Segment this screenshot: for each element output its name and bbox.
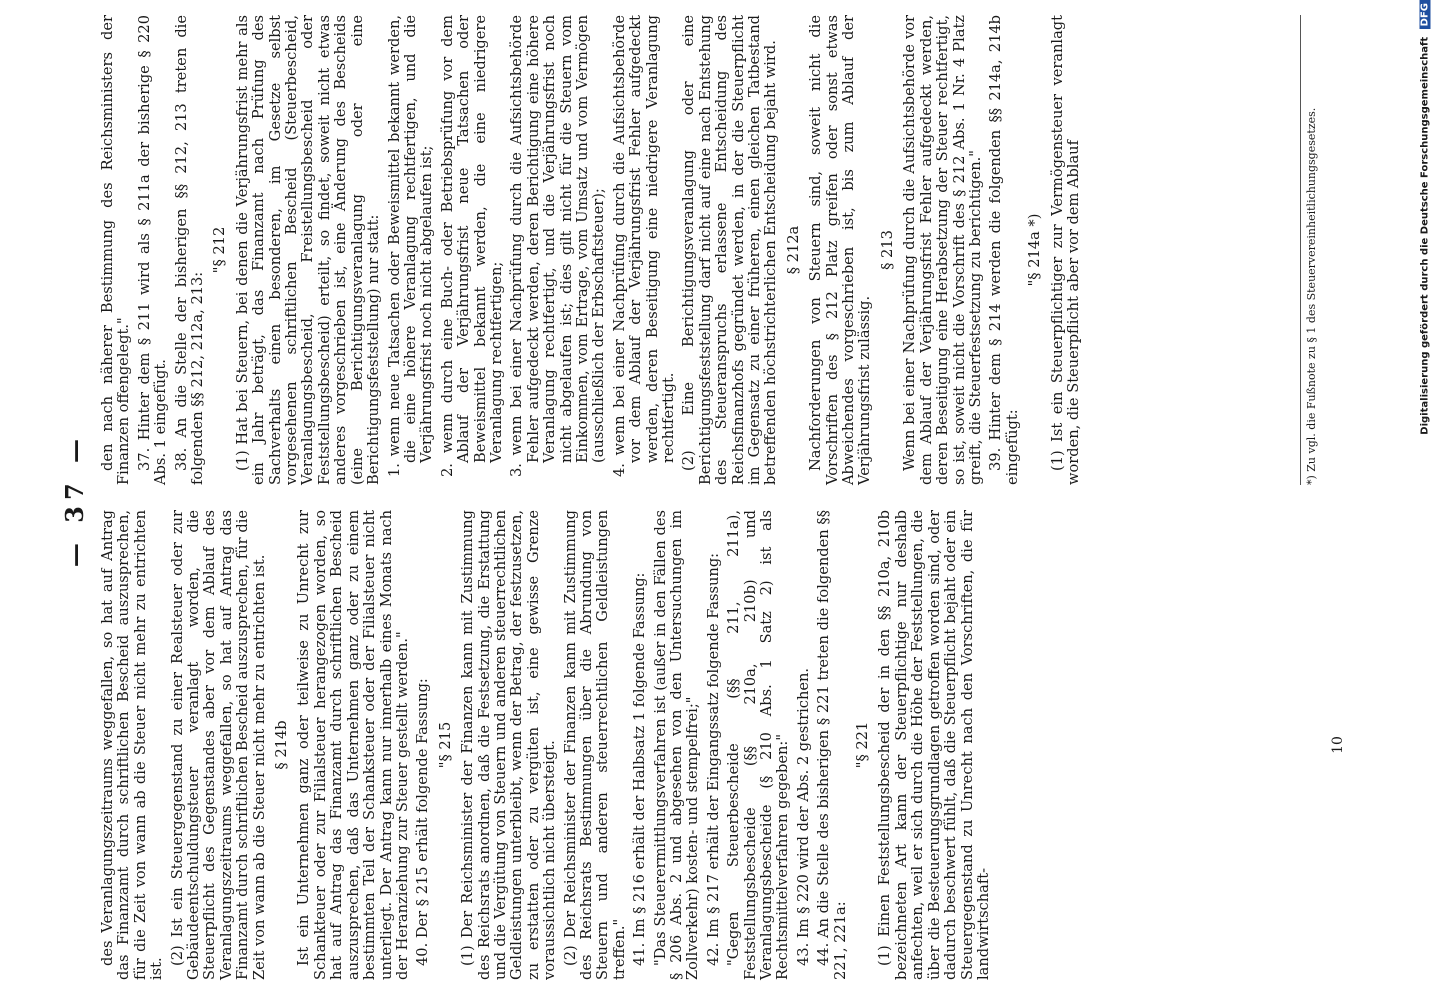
right-column-paragraph: (1) Einen Feststellungsbescheid der in den §§ 210a, 210b bezeichneten Art kann der Steuerpflichtige nur deshalb anfechten, weil er sich durch die Höhe der Feststellungen, die über die Besteuerungsgrundlagen getroffen worden sind, oder dadurch beschwert fühlt, daß die Steuerpflicht bejaht oder ein Steuergegenstand zu Unrecht nach den Vorschriften, die für landwirtschaft-	[876, 510, 992, 980]
right-column-paragraph: Ist ein Unternehmen ganz oder teilweise zu Unrecht zur Schankteuer oder zur Filialsteuer herangezogen worden, so hat auf Antrag das Finanzamt durch schriftlichen Bescheid auszusprechen, daß das Unternehmen ganz oder zu einem bestimmten Teil der Schanksteuer oder der Filialsteuer nicht unterliegt. Der Antrag kann nur innerhalb eines Monats nach der Heranziehung zur Steuer gestellt werden."	[295, 510, 411, 980]
left-column-paragraph: § 213	[878, 230, 896, 270]
right-column-paragraph: "§ 215	[436, 721, 454, 769]
digitization-credit	[1416, 0, 1434, 1000]
left-column-paragraph: 1. wenn neue Tatsachen oder Beweismittel bekannt werden, die eine höhere Veranlagung rechtfertigen, und die Verjährungsfrist noch nicht abgelaufen ist;	[385, 15, 436, 477]
footnote: *) Zu vgl. die Fußnote zu § 1 des Steuervereinheitlichungsgesetzes.	[1300, 15, 1318, 485]
right-column-paragraph: (2) Ist ein Steuergegenstand zu einer Realsteuer oder zur Gebäudeentschuldungsteuer veranlagt worden, die Steuerpflicht des Gegenstandes aber vor dem Ablauf des Veranlagungszeitraums weggefallen, so hat auf Antrag das Finanzamt durch schriftlichen Bescheid auszusprechen, für die Zeit von wann ab die Steuer nicht mehr zu entrichten ist.	[168, 510, 268, 980]
right-column-paragraph: § 214b	[273, 720, 291, 770]
right-column-paragraph: "§ 221	[854, 721, 872, 769]
left-column-paragraph: § 212a	[784, 225, 802, 275]
left-column-paragraph: den nach näherer Bestimmung des Reichsministers der Finanzen offengelegt."	[99, 15, 133, 485]
right-column-paragraph: 41. Im § 216 erhält der Halbsatz 1 folgende Fassung:	[631, 572, 649, 966]
left-column-paragraph: 38. An die Stelle der bisherigen §§ 212, 213 treten die folgenden §§ 212, 212a, 213:	[172, 15, 207, 485]
right-column-paragraph: 42. Im § 217 erhält der Eingangssatz folgende Fassung:	[704, 552, 722, 966]
right-column-paragraph: 44. An die Stelle des bisherigen § 221 treten die folgenden §§ 221, 221a:	[815, 510, 849, 980]
folio-number: 10	[1330, 736, 1346, 754]
credit-text: Digitalisierung gefördert durch die Deutsche Forschungsgemeinschaft	[1419, 36, 1431, 435]
right-column-paragraph: (1) Der Reichsminister der Finanzen kann mit Zustimmung des Reichsrats anordnen, daß die Festsetzung, die Erstattung und die Vergütung von Steuern und anderen steuerrechtlichen Geldleistungen unterbleibt, wenn der Betrag, der festzusetzen, zu erstatten oder zu vergüten ist, eine gewisse Grenze voraussichtlich nicht übersteigt.	[459, 510, 559, 980]
left-column-paragraph: 2. wenn durch eine Buch- oder Betriebsprüfung vor dem Ablauf der Verjährungsfrist neue Tatsachen oder Beweismittel bekannt werden, die eine niedrigere Veranlagung rechtfertigen;	[438, 15, 505, 477]
left-column-paragraph: 4. wenn bei einer Nachprüfung durch die Aufsichtsbehörde vor dem Ablauf der Verjährungsfrist Fehler aufgedeckt werden, deren Beseitigung eine niedrigere Veranlagung rechtfertigt.	[610, 15, 677, 477]
left-column-paragraph: (1) Hat bei Steuern, bei denen die Verjährungsfrist mehr als ein Jahr beträgt, das Finanzamt nach Prüfung des Sachverhalts einen besonderen, im Gesetze selbst vorgesehenen schriftlichen Bescheid (Steuerbescheid, Veranlagungsbescheid, Freistellungsbescheid oder Feststellungsbescheid) erteilt, so findet, soweit nicht etwas anderes vorgeschrieben ist, eine Änderung des Bescheids (eine Berichtigungsveranlagung oder eine Berichtigungsfeststellung) nur statt:	[233, 15, 383, 485]
right-column-paragraph: (2) Der Reichsminister der Finanzen kann mit Zustimmung des Reichsrats Bestimmungen über die Abrundung von Steuern und anderen steuerrechtlichen Geldleistungen treffen."	[561, 510, 628, 980]
left-column-paragraph: Wenn bei einer Nachprüfung durch die Aufsichtsbehörde vor dem Ablauf der Verjährungsfrist Fehler aufgedeckt werden, deren Beseitigung eine Herabsetzung der Steuer rechtfertigt, so ist, soweit nicht die Vorschrift des § 212 Abs. 1 Nr. 4 Platz greift, die Steuerfestsetzung zu berichtigen."	[901, 15, 984, 485]
left-column-paragraph: (2) Eine Berichtigungsveranlagung oder eine Berichtigungsfeststellung darf nicht auf eine nach Entstehung des Steueranspruchs erlassene Entscheidung des Reichsfinanzhofs gegründet werden, in der die Steuerpflicht im Gegensatz zu einer früheren, einen gleichen Tatbestand betreffenden höchstrichterlichen Entscheidung bejaht wird.	[680, 15, 780, 485]
right-column-paragraph: 40. Der § 215 erhält folgende Fassung:	[414, 678, 432, 966]
dfg-logo: DFG	[1420, 0, 1431, 29]
right-column-paragraph: "Gegen Steuerbescheide (§§ 211, 211a), Feststellungsbescheide (§§ 210a, 210b) und Veranlagungsbescheide (§ 210 Abs. 1 Satz 2) ist als Rechtsmittelverfahren gegeben:"	[725, 510, 792, 980]
left-column-paragraph: (1) Ist ein Steuerpflichtiger zur Vermögensteuer veranlagt worden, die Steuerpflicht aber vor dem Ablauf	[1048, 15, 1082, 485]
left-column-paragraph: 37. Hinter dem § 211 wird als § 211a der bisherige § 220 Abs. 1 eingefügt.	[135, 15, 170, 485]
page-header	[60, 0, 89, 1000]
right-column-paragraph: 43. Im § 220 wird der Abs. 2 gestrichen.	[794, 667, 812, 966]
right-text-column	[100, 510, 996, 980]
right-column-paragraph: "Das Steuerermittlungsverfahren ist (außer in den Fällen des § 206 Abs. 2 und abgesehen von den Untersuchungen im Zollverkehr) kosten- und stempelfrei;"	[651, 510, 702, 980]
left-column-paragraph: "§ 212	[211, 226, 229, 274]
left-column-paragraph: Nachforderungen von Steuern sind, soweit nicht die Vorschriften des § 212 Platz greifen oder sonst etwas Abweichendes vorgeschrieben ist, bis zum Ablauf der Verjährungsfrist zulässig.	[807, 15, 874, 485]
right-column-paragraph: des Veranlagungszeitraums weggefallen, so hat auf Antrag das Finanzamt durch schriftlichen Bescheid auszusprechen, für die Zeit von wann ab die Steuer nicht mehr zu entrichten ist.	[99, 510, 166, 980]
page-number: — 37 —	[60, 432, 89, 568]
left-text-column	[100, 15, 1086, 485]
left-column-paragraph: "§ 214a *)	[1026, 213, 1044, 287]
left-column-paragraph: 39. Hinter dem § 214 werden die folgenden §§ 214a, 214b eingefügt:	[987, 15, 1021, 485]
left-column-paragraph: 3. wenn bei einer Nachprüfung durch die Aufsichtsbehörde Fehler aufgedeckt werden, deren Berichtigung eine höhere Veranlagung rechtfertigt, und die Verjährungsfrist noch nicht abgelaufen ist; dies gilt nicht für die Steuern vom Einkommen, vom Ertrage, vom Umsatz und vom Vermögen (ausschließlich der Erbschaftsteuer);	[508, 15, 608, 477]
